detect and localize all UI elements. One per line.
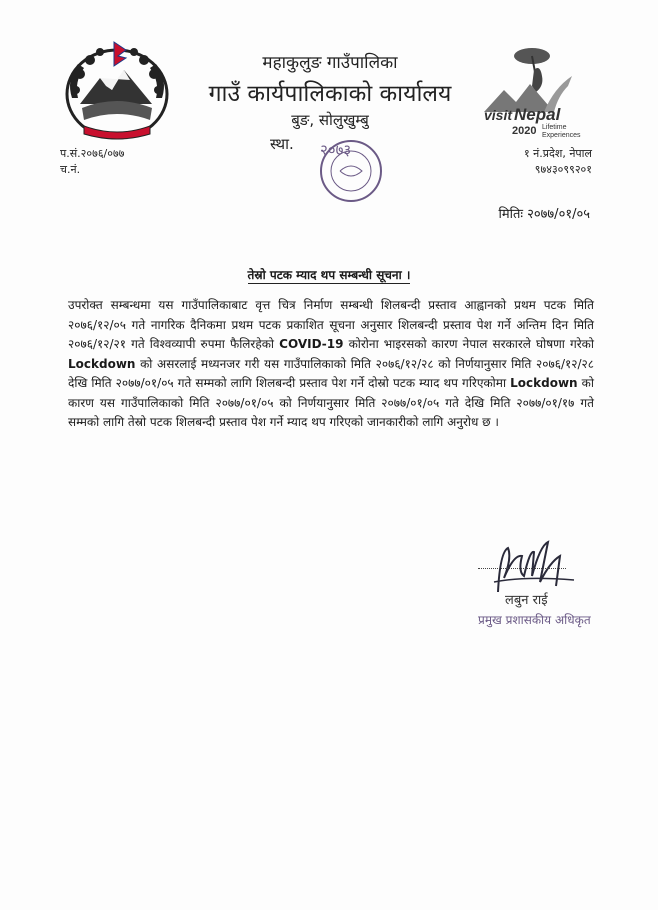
subject-text: तेस्रो पटक म्याद थप सम्बन्धी सूचना । (247, 268, 411, 282)
phone-number: ९७४३०९९२०१ (534, 163, 592, 176)
svg-text:2020: 2020 (512, 125, 537, 137)
body-segment: उपरोक्त सम्बन्धमा यस गाउँपालिकाबाट वृत्त चित्र निर्माण सम्बन्धी शिलबन्दी प्रस्ताव आह्वानको प्रथम पटक मिति २०७६/१२/०५ गते नागरिक दैनिकमा प्रथम पटक प्रकाशित सूचना अनुसार शिलबन्दी प्रस्ताव पेश गर्ने अन्तिम दिन मिति २०७६/१२/२१ गते विश्वव्यापी रुपमा फैलिरहेको (68, 298, 594, 351)
body-segment: कोरोना भाइरसको कारण नेपाल सरकारले घोषणा गरेको (343, 337, 595, 351)
signatory-name: लबुन राई (505, 593, 548, 608)
reference-number: प.सं.२०७६/०७७ (60, 147, 125, 160)
office-name: गाउँ कार्यपालिकाको कार्यालय (208, 81, 452, 107)
signature-line (478, 568, 566, 569)
svg-text:Nepal: Nepal (514, 105, 561, 124)
svg-text:Experiences: Experiences (542, 132, 581, 139)
body-segment: को असरलाई मध्यनजर गरी यस गाउँपालिकाको मिति २०७६/१२/२८ को निर्णयानुसार मिति २०७६/१२/२८ देखि मिति २०७७/०१/०५ गते सम्मको लागि शिलबन्दी प्रस्ताव पेश गर्ने दोस्रो पटक म्याद थप गरिएकोमा (68, 356, 594, 390)
office-address: बुङ, सोलुखुम्बु (291, 111, 369, 129)
svg-text:Lifetime: Lifetime (542, 124, 567, 131)
notice-date: मितिः २०७७/०१/०५ (498, 207, 590, 222)
covid-term: COVID-19 (279, 337, 344, 351)
municipality-name: महाकुलुङ गाउँपालिका (262, 53, 398, 73)
stamp-number: २०७३ (320, 141, 352, 159)
svg-text:visit: visit (484, 107, 513, 123)
signatory-title: प्रमुख प्रशासकीय अधिकृत (478, 613, 591, 627)
dispatch-number: च.नं. (60, 163, 81, 176)
lockdown-term: Lockdown (68, 356, 136, 371)
established-label: स्था. (270, 135, 294, 153)
body-segment: को कारण यस गाउँपालिकाको मिति २०७७/०१/०५ को निर्णयानुसार मिति २०७७/०१/०५ गते देखि मिति २०७७/०१/१७ गते सम्मको लागि तेस्रो पटक शिलबन्दी प्रस्ताव पेश गर्ने म्याद थप गरिएको जानकारीको लागि अनुरोध छ । (68, 376, 595, 429)
notice-body (68, 296, 594, 433)
province-label: १ नं.प्रदेश, नेपाल (523, 147, 592, 160)
notice-subject (0, 266, 658, 283)
lockdown-term: Lockdown (510, 376, 578, 390)
